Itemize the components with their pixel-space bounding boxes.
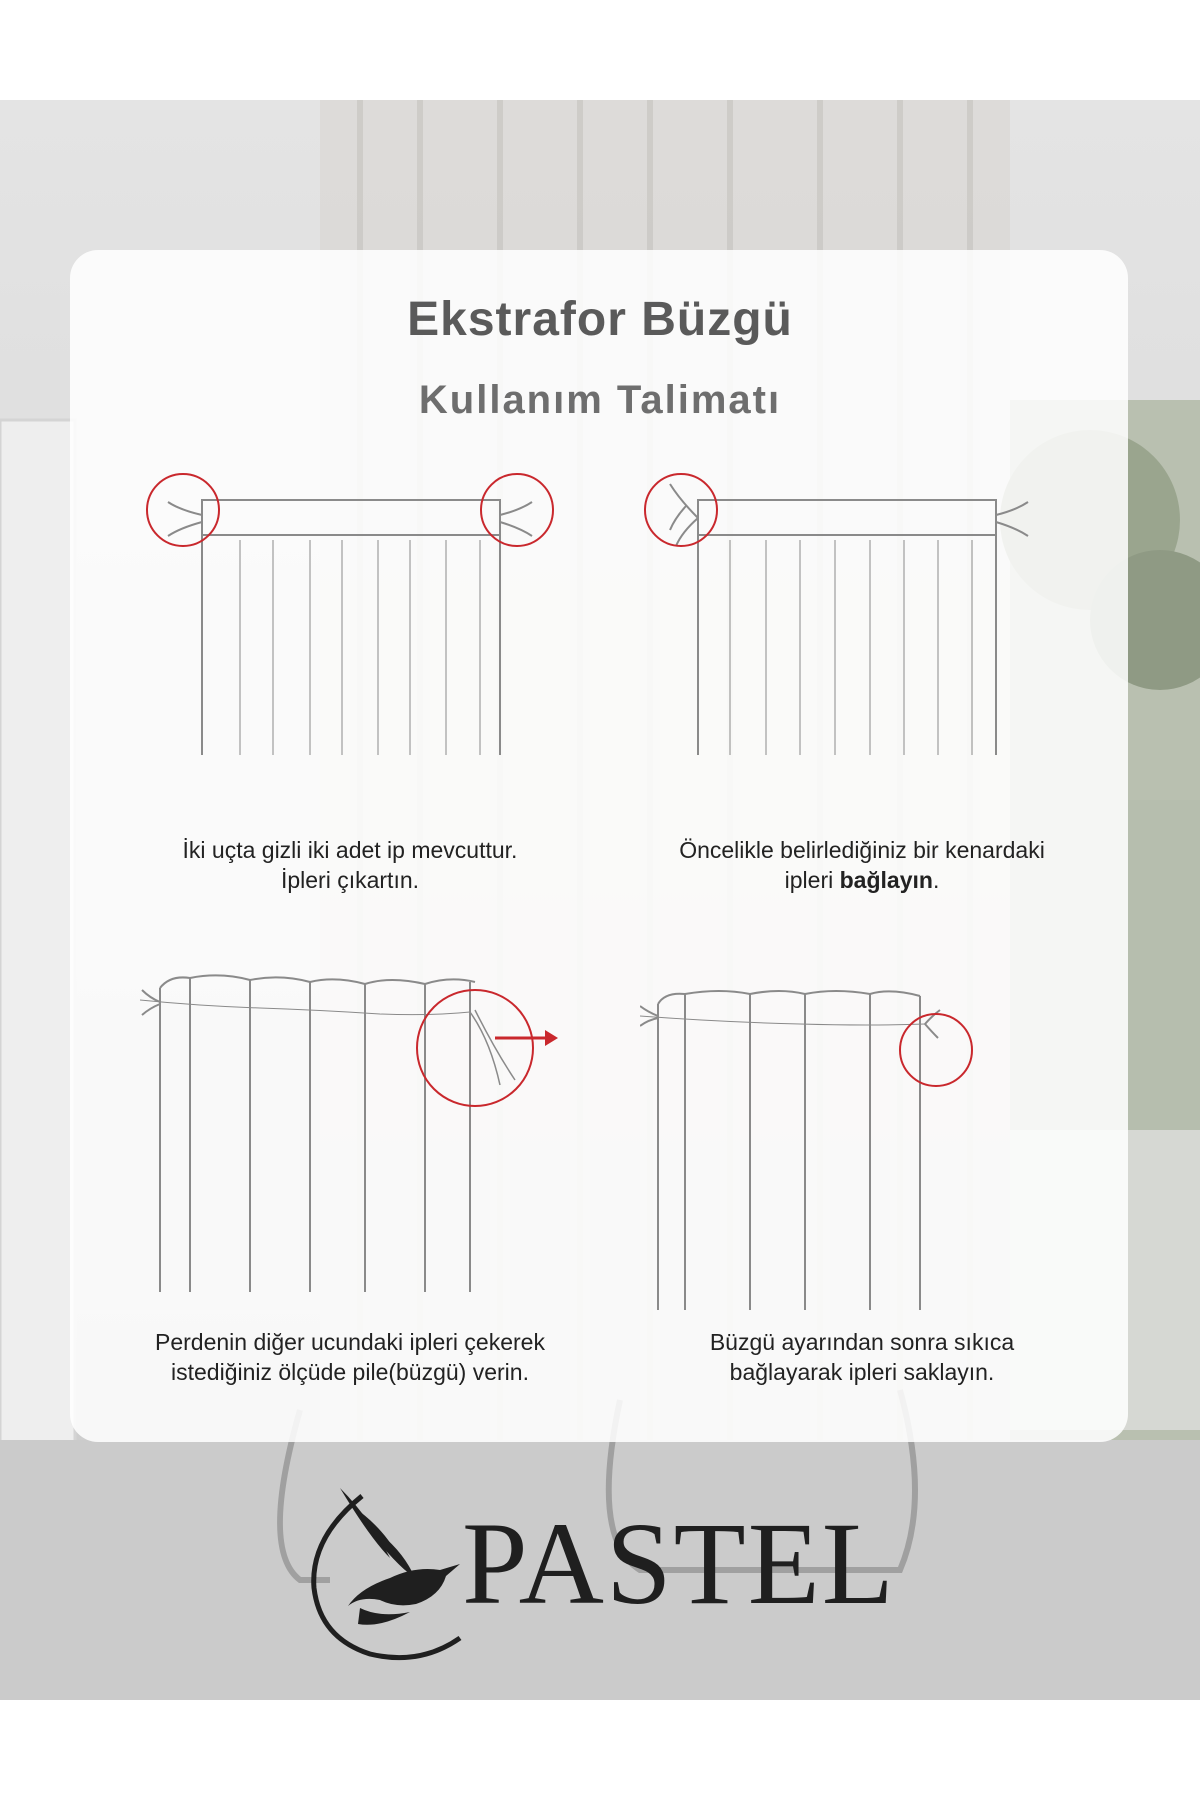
page-subtitle: Kullanım Talimatı <box>418 378 782 422</box>
highlight-circle <box>417 990 533 1106</box>
step-2-diagram <box>630 470 1070 770</box>
brand-name: PASTEL <box>462 1498 896 1629</box>
step-1-caption: İki uçta gizli iki adet ip mevcuttur. İpleri çıkartın. <box>182 837 518 893</box>
step-3-caption: Perdenin diğer ucundaki ipleri çekerek istediğiniz ölçüde pile(büzgü) verin. <box>155 1329 545 1385</box>
step-3-diagram <box>140 970 580 1300</box>
step-2-caption: Öncelikle belirlediğiniz bir kenardaki ipleri bağlayın. <box>679 837 1045 893</box>
step-1-diagram <box>140 470 580 770</box>
pull-arrow-icon <box>495 1030 558 1046</box>
page-title: Ekstrafor Büzgü <box>407 293 793 346</box>
highlight-circle <box>900 1014 972 1086</box>
step-4-caption: Büzgü ayarından sonra sıkıca bağlayarak ipleri saklayın. <box>709 1329 1015 1385</box>
step-4-diagram <box>640 980 1080 1310</box>
